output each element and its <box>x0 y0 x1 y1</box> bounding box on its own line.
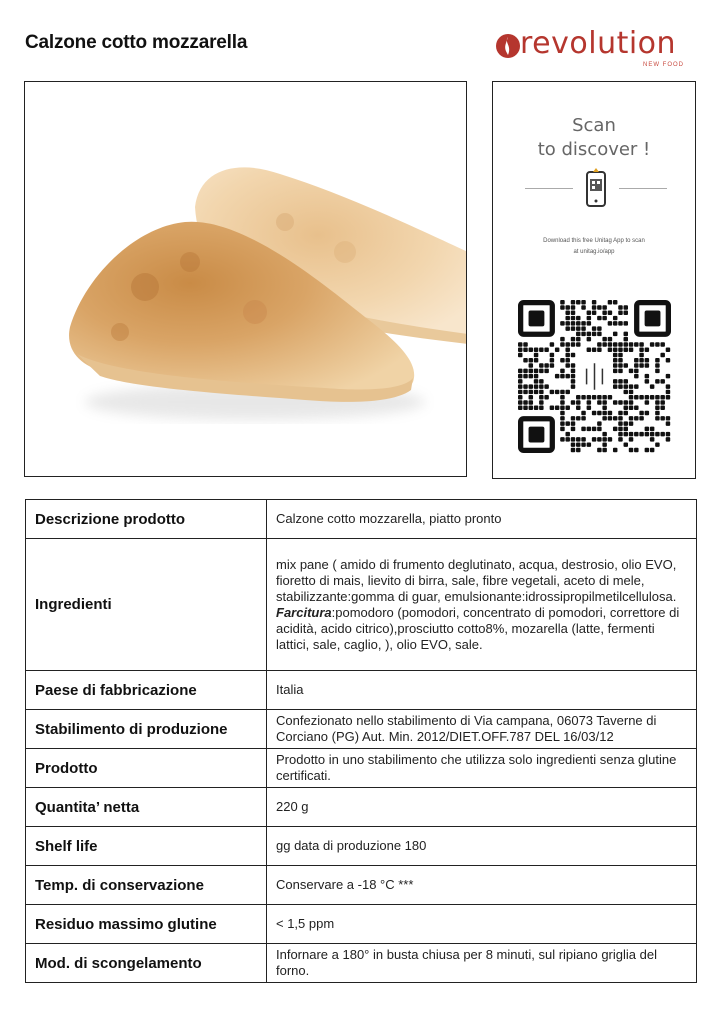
qr-panel <box>492 81 696 479</box>
calzone-photo <box>25 82 467 477</box>
row-label: Quantita’ netta <box>26 788 267 827</box>
row-value: Infornare a 180° in busta chiusa per 8 minuti, sul ripiano griglia del forno. <box>267 944 697 983</box>
table-row <box>26 905 697 944</box>
table-row <box>26 866 697 905</box>
row-label: Paese di fabbricazione <box>26 671 267 710</box>
row-label: Prodotto <box>26 749 267 788</box>
row-value: Conservare a -18 °C *** <box>267 866 697 905</box>
row-label: Ingredienti <box>26 539 267 671</box>
row-value: Confezionato nello stabilimento di Via campana, 06073 Taverne di Corciano (PG) Aut. Min. 2012/DIET.OFF.787 DEL 16/03/12 <box>267 710 697 749</box>
brand-logo <box>494 28 694 72</box>
table-row <box>26 710 697 749</box>
row-label: Mod. di scongelamento <box>26 944 267 983</box>
row-value: Italia <box>267 671 697 710</box>
smartphone-qr-icon <box>583 168 609 208</box>
scan-to-discover: Scan to discover ! <box>537 115 651 160</box>
row-label: Temp. di conservazione <box>26 866 267 905</box>
download-app-text: Download this free Unitag App to scan at unitag.io/app <box>543 238 645 255</box>
table-row <box>26 749 697 788</box>
row-value: gg data di produzione 180 <box>267 827 697 866</box>
table-row <box>26 788 697 827</box>
table-row <box>26 500 697 539</box>
row-value: < 1,5 ppm <box>267 905 697 944</box>
table-row <box>26 827 697 866</box>
logo-flame-icon <box>494 31 522 61</box>
qr-code-icon <box>518 300 671 453</box>
row-value: Calzone cotto mozzarella, piatto pronto <box>267 500 697 539</box>
page-title: Calzone cotto mozzarella <box>25 32 248 53</box>
logo-wordmark: revolution <box>520 26 677 61</box>
product-info-table <box>25 499 697 983</box>
table-row <box>26 539 697 671</box>
row-label: Shelf life <box>26 827 267 866</box>
row-value: 220 g <box>267 788 697 827</box>
product-photo <box>24 81 467 477</box>
table-row <box>26 944 697 983</box>
table-row <box>26 671 697 710</box>
row-label: Stabilimento di produzione <box>26 710 267 749</box>
row-value-ingredients: mix pane ( amido di frumento deglutinato, acqua, destrosio, olio EVO, fioretto di mais, lievito di birra, sale, fibre vegetali, aceto di mele, stabilizzante:gomma di guar, emulsionante:idrossipropilmetilcellulosa. Farcitura:pomodoro (pomodori, concentrato di pomodori, correttore di acidità, acido citrico),prosciutto cotto8%, mozarella (latte, fermenti lattici, sale, caglio, ), olio EVO, sale. <box>267 539 697 671</box>
row-label: Residuo massimo glutine <box>26 905 267 944</box>
row-value: Prodotto in uno stabilimento che utilizza solo ingredienti senza glutine certificati. <box>267 749 697 788</box>
logo-subtext: NEW FOOD <box>643 62 684 68</box>
row-label: Descrizione prodotto <box>26 500 267 539</box>
